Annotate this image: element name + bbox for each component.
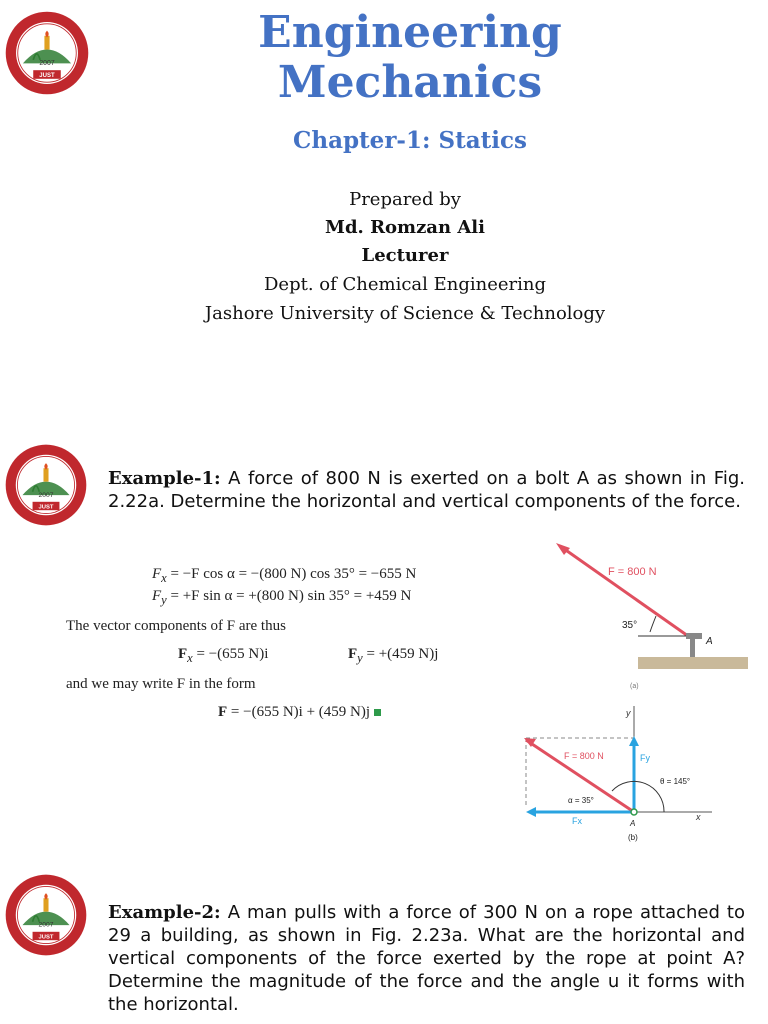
- chapter-heading: Chapter-1: Statics: [293, 127, 527, 154]
- figure-b-fy-label: Fy: [640, 753, 650, 763]
- vector-intro: The vector components of F are thus: [66, 618, 286, 634]
- figure-b-point-label: A: [630, 819, 636, 828]
- prepared-by: Prepared by: [349, 189, 461, 210]
- title-line-1: Engineering: [258, 7, 562, 58]
- figure-a-angle-label: 35°: [622, 620, 638, 631]
- title-line-2: Mechanics: [277, 57, 543, 108]
- author-position: Lecturer: [361, 245, 449, 266]
- example-1-label: Example-1:: [108, 468, 221, 489]
- figure-a-force-label: F = 800 N: [608, 566, 657, 578]
- y-axis-label: y: [626, 708, 631, 718]
- seal-abbr: JUST: [38, 934, 54, 941]
- fx-equation: $F_x = -F$ cos α = −(800 N) cos 35° = −655 N: [152, 566, 417, 585]
- theta-label: θ = 145°: [660, 777, 691, 786]
- university-seal-logo: [4, 443, 88, 531]
- university: Jashore University of Science & Technology: [204, 303, 606, 324]
- example-1-text: [108, 467, 745, 513]
- figure-a-caption: (a): [630, 683, 639, 690]
- example-2-body: A man pulls with a force of 300 N on a rope attached to 29 a building, as shown in Fig. 2.23a. What are the horizontal and vertical components of the force exerted by the rope at point A? Determine the magnitude of the force and the angle u it forms with the horizontal.: [108, 902, 745, 1015]
- department: Dept. of Chemical Engineering: [263, 274, 547, 295]
- figure-a: [548, 540, 760, 694]
- example-2-text: [108, 901, 745, 1016]
- seal-year: 2007: [38, 921, 54, 929]
- figure-b: [516, 706, 716, 850]
- figure-b-caption: (b): [628, 833, 638, 842]
- example-1-body: A force of 800 N is exerted on a bolt A as shown in Fig. 2.22a. Determine the horizontal and vertical components of the force.: [108, 468, 745, 512]
- f-form: F = −(655 N)i + (459 N)j: [218, 704, 381, 721]
- seal-abbr: JUST: [39, 73, 55, 80]
- form-intro: and we may write F in the form: [66, 676, 256, 692]
- seal-year: 2007: [39, 60, 55, 68]
- university-seal-logo: [4, 873, 88, 961]
- author-name: Md. Romzan Ali: [325, 217, 485, 238]
- seal-year: 2007: [38, 491, 54, 499]
- x-axis-label: x: [696, 812, 701, 822]
- example-2-label: Example-2:: [108, 902, 221, 923]
- alpha-label: α = 35°: [568, 796, 594, 805]
- figure-b-force-label: F = 800 N: [564, 751, 604, 761]
- figure-a-point-label: A: [706, 636, 713, 647]
- fy-vector: $F_y = +(459$ N)j: [348, 646, 439, 665]
- seal-abbr: JUST: [38, 504, 54, 511]
- university-seal-logo: [4, 10, 90, 100]
- fx-vector: $F_x = -(655$ N)i: [178, 646, 269, 665]
- fy-equation: $F_y = +F$ sin α = +(800 N) sin 35° = +459 N: [152, 588, 412, 607]
- end-marker: [374, 709, 381, 716]
- figure-b-fx-label: Fx: [572, 816, 582, 826]
